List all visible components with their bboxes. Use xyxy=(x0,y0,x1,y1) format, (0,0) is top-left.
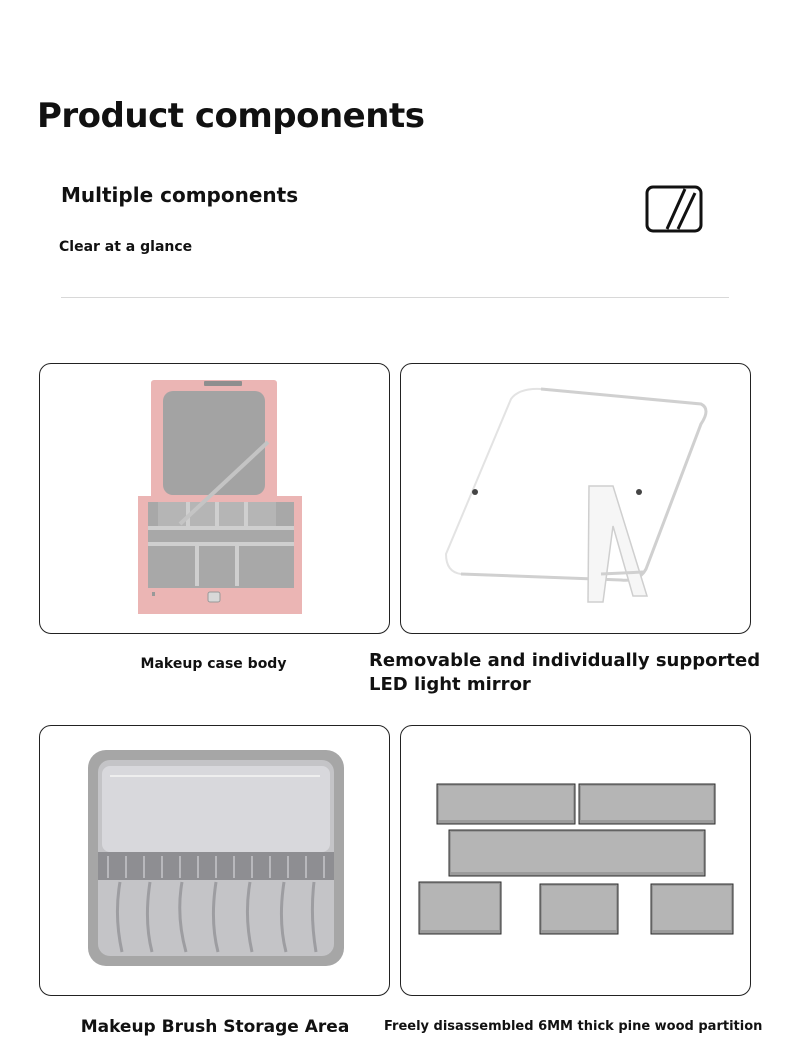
brush-storage-card xyxy=(39,725,390,996)
component-caption-mirror: Removable and individually supported LED light mirror xyxy=(369,650,761,695)
brush-storage-pouch-photo xyxy=(40,726,389,995)
component-caption-case: Makeup case body xyxy=(140,656,287,672)
partition-card xyxy=(400,725,751,996)
makeup-case-card xyxy=(39,363,390,634)
page-title: Product components xyxy=(37,96,425,136)
section-divider xyxy=(61,297,729,298)
section-subtitle: Multiple components xyxy=(61,183,299,207)
compare-icon xyxy=(645,185,703,233)
component-caption-brush-storage: Makeup Brush Storage Area xyxy=(80,1017,350,1037)
pink-makeup-case-photo xyxy=(40,364,389,633)
led-mirror-card xyxy=(400,363,751,634)
component-caption-partition: Freely disassembled 6MM thick pine wood partition xyxy=(384,1019,763,1034)
section-tagline: Clear at a glance xyxy=(59,239,193,255)
led-mirror-photo xyxy=(401,364,750,633)
partition-boards-photo xyxy=(401,726,750,995)
